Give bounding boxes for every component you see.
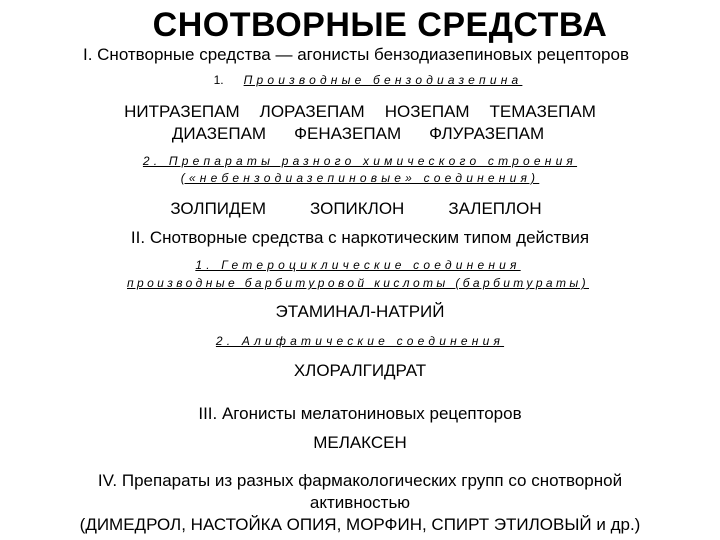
section-2-subheading-1-line-1 — [0, 259, 718, 271]
drug-chloral-hydrate: ХЛОРАЛГИДРАТ — [293, 361, 427, 380]
section-4-heading-line-3: (ДИМЕДРОЛ, НАСТОЙКА ОПИЯ, МОРФИН, СПИРТ ЭТИЛОВЫЙ и др.) — [79, 515, 641, 534]
drug-row-2 — [0, 125, 718, 142]
section-4-heading-line-1: IV. Препараты из разных фармакологических групп со снотворной — [97, 471, 623, 490]
drug-melaxen: МЕЛАКСЕН — [313, 433, 407, 452]
drug-row-3 — [0, 200, 716, 217]
section-2-subheading-2 — [0, 335, 720, 347]
section-1-sub-2-line-1: 2. Препараты разного химического строения — [142, 154, 578, 168]
section-2-subheading-1-line-2 — [0, 277, 718, 289]
section-1-subheading-2-line-2 — [0, 172, 720, 184]
section-2-heading: II. Снотворные средства с наркотическим типом действия — [130, 228, 590, 247]
section-1-subheading-2-line-1 — [0, 155, 720, 167]
drug-row-1 — [0, 103, 720, 120]
section-1-subheading-1 — [8, 74, 720, 86]
drug-diazepam: ДИАЗЕПАМ — [171, 124, 267, 143]
drug-etaminal-sodium: ЭТАМИНАЛ-НАТРИЙ — [275, 302, 445, 321]
drug-zaleplon: ЗАЛЕПЛОН — [448, 199, 542, 218]
section-3-heading: III. Агонисты мелатониновых рецепторов — [198, 404, 522, 423]
page-title: СНОТВОРНЫЕ СРЕДСТВА — [152, 6, 608, 44]
drug-lorazepam: ЛОРАЗЕПАМ — [259, 102, 365, 121]
drug-flurazepam: ФЛУРАЗЕПАМ — [429, 124, 545, 143]
section-2-sub-1-line-1: 1. Гетероциклические соединения — [195, 258, 521, 272]
drug-temazepam: ТЕМАЗЕПАМ — [489, 102, 596, 121]
section-1-sub-1-text: Производные бензодиазепина — [243, 73, 523, 87]
section-1-sub-1-number: 1. — [213, 73, 224, 87]
section-2-sub-1-line-2: производные барбитуровой кислоты (барбитураты) — [127, 276, 589, 290]
drug-zolpidem: ЗОЛПИДЕМ — [170, 199, 267, 218]
section-1-heading: I. Снотворные средства — агонисты бензодиазепиновых рецепторов — [82, 45, 629, 64]
section-4-heading-line-2: активностью — [309, 493, 411, 512]
drug-nitrazepam: НИТРАЗЕПАМ — [124, 102, 240, 121]
drug-zopiclone: ЗОПИКЛОН — [310, 199, 405, 218]
section-2-sub-2-text: 2. Алифатические соединения — [215, 334, 505, 348]
drug-nozepam: НОЗЕПАМ — [384, 102, 470, 121]
section-1-sub-2-line-2: («небензодиазепиновые» соединения) — [180, 171, 540, 185]
drug-phenazepam: ФЕНАЗЕПАМ — [294, 124, 402, 143]
